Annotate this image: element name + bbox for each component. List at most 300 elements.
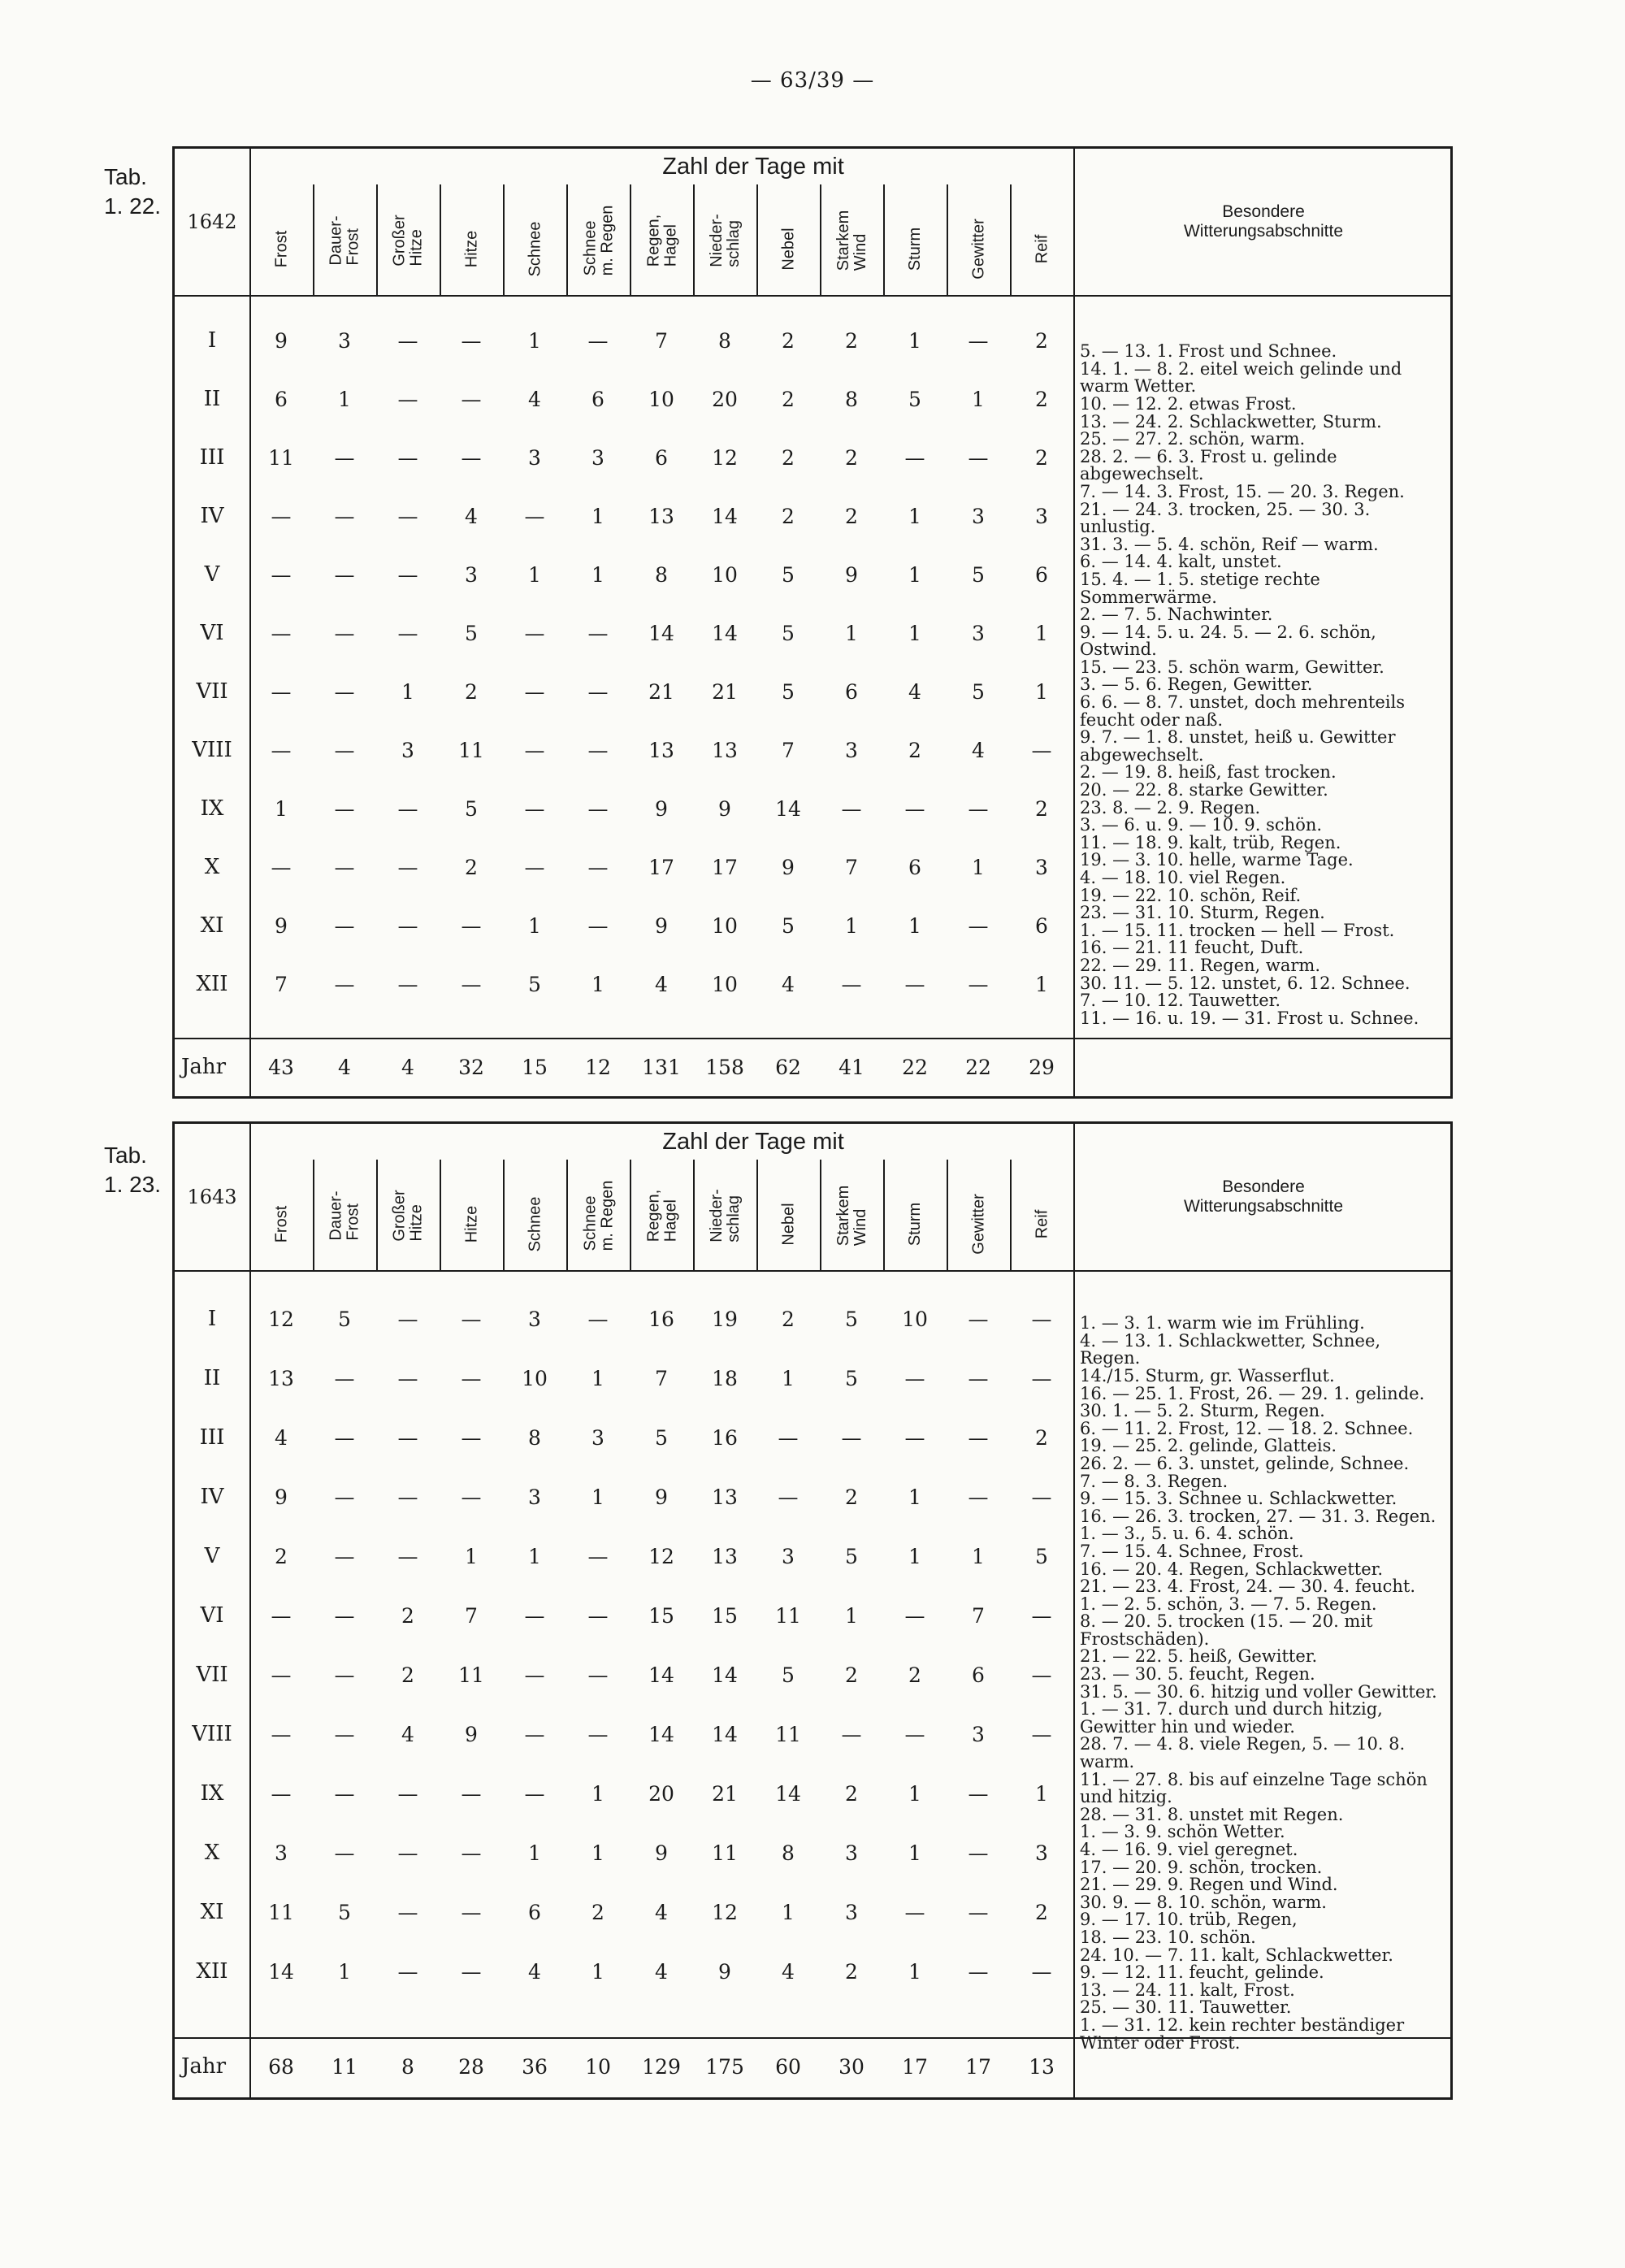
note-line: 9. 7. — 1. 8. unstet, heiß u. Gewitter abgewechselt. — [1080, 727, 1402, 765]
value-cell: — — [841, 972, 862, 996]
value-cell: — — [397, 504, 418, 528]
value-cell: 7 — [465, 1603, 478, 1628]
total-gewitter: 22 — [965, 1055, 991, 1079]
total-niederschlag: 175 — [705, 2054, 744, 2079]
value-cell: — — [968, 972, 989, 996]
value-cell: — — [968, 328, 989, 353]
value-cell: 11 — [712, 1841, 738, 1865]
value-cell: 1 — [908, 621, 921, 645]
zahl-der-tage-title: Zahl der Tage mit — [662, 1129, 844, 1155]
value-cell: — — [397, 445, 418, 470]
value-cell: 3 — [528, 1307, 541, 1331]
col-label: Sturm — [906, 227, 925, 271]
value-cell: — — [1031, 1366, 1052, 1390]
note-line: 17. — 20. 9. schön, trocken. — [1080, 1857, 1323, 1877]
value-cell: — — [397, 1959, 418, 1984]
value-cell: 5 — [338, 1307, 351, 1331]
value-cell: 2 — [845, 1781, 858, 1806]
note-line: 19. — 22. 10. schön, Reif. — [1080, 885, 1302, 905]
value-cell: — — [397, 1425, 418, 1450]
value-cell: 3 — [972, 504, 985, 528]
value-cell: 5 — [655, 1425, 668, 1450]
note-line: 30. 11. — 5. 12. unstet, 6. 12. Schnee. — [1080, 973, 1410, 993]
col-sturm — [883, 184, 947, 295]
value-cell: 9 — [782, 855, 795, 879]
value-cell: — — [271, 562, 292, 587]
note-line: 6. — 14. 4. kalt, unstet. — [1080, 552, 1282, 572]
value-cell: 2 — [465, 855, 478, 879]
value-cell: 1 — [908, 1781, 921, 1806]
note-line: 30. 1. — 5. 2. Sturm, Regen. — [1080, 1401, 1325, 1421]
month-label: V — [204, 1544, 220, 1568]
col-label: Reif — [1033, 1209, 1051, 1239]
value-cell: — — [334, 855, 355, 879]
value-cell: — — [587, 621, 609, 645]
value-cell: 1 — [592, 504, 604, 528]
col-label: Hitze — [462, 1205, 481, 1243]
month-label: VIII — [192, 1722, 232, 1746]
note-line: 1. — 15. 11. trocken — hell — Frost. — [1080, 920, 1395, 940]
value-cell: 7 — [972, 1603, 985, 1628]
value-cell: 4 — [528, 387, 541, 411]
col-niederschlag — [693, 1160, 756, 1270]
value-cell: — — [397, 796, 418, 821]
value-cell: — — [397, 328, 418, 353]
value-cell: — — [461, 1900, 482, 1924]
value-cell: 1 — [908, 1485, 921, 1509]
col-label: Regen, Hagel — [644, 214, 679, 267]
value-cell: 4 — [655, 1959, 668, 1984]
value-cell: 2 — [908, 1663, 921, 1687]
value-cell: 1 — [908, 913, 921, 938]
value-cell: 4 — [782, 1959, 795, 1984]
value-cell: 9 — [718, 1959, 731, 1984]
note-line: 7. — 10. 12. Tauwetter. — [1080, 991, 1281, 1011]
value-cell: — — [334, 1425, 355, 1450]
value-cell: 14 — [648, 1663, 674, 1687]
col-label: Großer Hitze — [391, 1190, 426, 1242]
value-cell: 3 — [275, 1841, 288, 1865]
weather-table-1643 — [172, 1121, 1453, 2100]
note-line: 1. — 31. 12. kein rechter beständiger Winter oder Frost. — [1080, 2014, 1410, 2053]
value-cell: — — [904, 1900, 925, 1924]
col-frost — [249, 1160, 313, 1270]
note-line: 16. — 21. 11 feucht, Duft. — [1080, 938, 1304, 958]
value-cell: 1 — [592, 1781, 604, 1806]
value-cell: 8 — [782, 1841, 795, 1865]
total-gewitter: 17 — [965, 2054, 991, 2079]
note-line: 19. — 25. 2. gelinde, Glatteis. — [1080, 1436, 1337, 1456]
value-cell: 3 — [972, 621, 985, 645]
value-cell: — — [334, 1663, 355, 1687]
value-cell: — — [461, 913, 482, 938]
value-cell: 1 — [908, 328, 921, 353]
col-hitze — [440, 1160, 503, 1270]
month-label: XI — [200, 1900, 224, 1924]
col-hitze — [440, 184, 503, 295]
month-label: XII — [196, 1959, 228, 1984]
col-label: Nebel — [779, 1203, 798, 1246]
value-cell: — — [271, 1603, 292, 1628]
value-cell: — — [461, 1781, 482, 1806]
value-cell: 11 — [268, 445, 294, 470]
value-cell: 9 — [275, 1485, 288, 1509]
value-cell: 1 — [1035, 621, 1048, 645]
total-nebel: 60 — [775, 2054, 801, 2079]
value-cell: 9 — [845, 562, 858, 587]
col-label: Reif — [1033, 234, 1051, 264]
note-line: 18. — 23. 10. schön. — [1080, 1927, 1256, 1947]
value-cell: 14 — [775, 796, 801, 821]
col-label: Nieder- schlag — [707, 1189, 743, 1242]
value-cell: 1 — [1035, 972, 1048, 996]
value-cell: — — [271, 1663, 292, 1687]
value-cell: 4 — [401, 1722, 414, 1746]
total-reif: 29 — [1029, 1055, 1055, 1079]
note-line: 8. — 20. 5. trocken (15. — 20. mit Frostschäden). — [1080, 1611, 1379, 1649]
total-row — [175, 1038, 1450, 1098]
col-dauerfrost — [313, 1160, 376, 1270]
value-cell: — — [524, 855, 545, 879]
value-cell: 1 — [528, 328, 541, 353]
value-cell: 3 — [528, 1485, 541, 1509]
value-cell: 14 — [712, 1663, 738, 1687]
value-cell: 8 — [655, 562, 668, 587]
value-cell: 10 — [712, 562, 738, 587]
value-cell: 2 — [908, 738, 921, 762]
value-cell: 1 — [845, 913, 858, 938]
value-cell: 7 — [655, 328, 668, 353]
note-line: 23. — 30. 5. feucht, Regen. — [1080, 1664, 1315, 1685]
value-cell: 6 — [1035, 913, 1048, 938]
value-cell: 10 — [522, 1366, 548, 1390]
value-cell: — — [778, 1485, 799, 1509]
note-line: 5. — 13. 1. Frost und Schnee. — [1080, 341, 1337, 362]
value-cell: 1 — [338, 387, 351, 411]
value-cell: — — [334, 1781, 355, 1806]
value-cell: — — [587, 855, 609, 879]
value-cell: — — [271, 621, 292, 645]
value-cell: — — [968, 445, 989, 470]
total-hitze: 32 — [458, 1055, 484, 1079]
note-line: 26. 2. — 6. 3. unstet, gelinde, Schnee. — [1080, 1453, 1410, 1473]
col-label: Sturm — [906, 1202, 925, 1247]
value-cell: 8 — [528, 1425, 541, 1450]
note-line: 1. — 3. 9. schön Wetter. — [1080, 1822, 1285, 1842]
value-cell: 6 — [1035, 562, 1048, 587]
note-line: 25. — 30. 11. Tauwetter. — [1080, 1997, 1292, 2018]
value-cell: — — [271, 1722, 292, 1746]
value-cell: 1 — [908, 562, 921, 587]
col-label: Frost — [272, 1205, 291, 1243]
note-line: 16. — 20. 4. Regen, Schlackwetter. — [1080, 1559, 1384, 1579]
value-cell: 5 — [845, 1366, 858, 1390]
col-label: Nieder- schlag — [707, 214, 743, 267]
value-cell: — — [587, 1663, 609, 1687]
value-cell: 4 — [908, 679, 921, 704]
value-cell: — — [397, 1841, 418, 1865]
value-cell: 12 — [648, 1544, 674, 1568]
value-cell: 2 — [1035, 445, 1048, 470]
value-cell: — — [904, 1722, 925, 1746]
note-line: 7. — 8. 3. Regen. — [1080, 1471, 1228, 1491]
month-label: II — [203, 1366, 221, 1390]
total-frost: 43 — [268, 1055, 294, 1079]
value-cell: 1 — [592, 562, 604, 587]
value-cell: 13 — [648, 504, 674, 528]
year-cell: 1642 — [175, 149, 251, 295]
note-line: 6. — 11. 2. Frost, 12. — 18. 2. Schnee. — [1080, 1418, 1414, 1438]
value-cell: 9 — [655, 1485, 668, 1509]
value-cell: 1 — [845, 1603, 858, 1628]
value-cell: 17 — [648, 855, 674, 879]
value-cell: 3 — [1035, 855, 1048, 879]
note-line: 3. — 6. u. 9. — 10. 9. schön. — [1080, 815, 1323, 835]
value-cell: 2 — [782, 387, 795, 411]
value-cell: 3 — [1035, 1841, 1048, 1865]
value-cell: 7 — [782, 738, 795, 762]
value-cell: 4 — [655, 972, 668, 996]
value-cell: 1 — [908, 1841, 921, 1865]
value-cell: — — [968, 1425, 989, 1450]
note-line: 19. — 3. 10. helle, warme Tage. — [1080, 850, 1354, 870]
value-cell: — — [397, 913, 418, 938]
value-cell: 14 — [648, 621, 674, 645]
value-cell: 21 — [712, 679, 738, 704]
value-cell: — — [968, 913, 989, 938]
total-sturm: 17 — [902, 2054, 928, 2079]
value-cell: — — [524, 1603, 545, 1628]
value-cell: 14 — [712, 504, 738, 528]
note-line: 31. 5. — 30. 6. hitzig und voller Gewitter. — [1080, 1681, 1437, 1702]
value-cell: — — [587, 328, 609, 353]
col-schnee — [503, 1160, 566, 1270]
value-cell: — — [397, 1544, 418, 1568]
value-cell: 1 — [401, 679, 414, 704]
value-cell: 3 — [592, 445, 604, 470]
value-cell: 4 — [465, 504, 478, 528]
total-sturm: 22 — [902, 1055, 928, 1079]
value-cell: 14 — [268, 1959, 294, 1984]
col-label: Gewitter — [969, 219, 988, 280]
value-cell: 2 — [845, 1959, 858, 1984]
note-line: 25. — 27. 2. schön, warm. — [1080, 429, 1306, 449]
value-cell: 1 — [592, 1841, 604, 1865]
value-cell: 20 — [712, 387, 738, 411]
value-cell: 11 — [458, 1663, 484, 1687]
value-cell: 10 — [648, 387, 674, 411]
value-cell: — — [334, 679, 355, 704]
value-cell: 14 — [775, 1781, 801, 1806]
month-label: X — [204, 1841, 220, 1865]
value-cell: 2 — [401, 1603, 414, 1628]
value-cell: — — [461, 328, 482, 353]
value-cell: — — [334, 972, 355, 996]
value-cell: 18 — [712, 1366, 738, 1390]
value-cell: 3 — [528, 445, 541, 470]
value-cell: 16 — [648, 1307, 674, 1331]
total-reif: 13 — [1029, 2054, 1055, 2079]
value-cell: — — [461, 1307, 482, 1331]
value-cell: 6 — [845, 679, 858, 704]
month-label: II — [203, 387, 221, 411]
note-line: 14. 1. — 8. 2. eitel weich gelinde und warm Wetter. — [1080, 358, 1407, 397]
col-label: Schnee — [526, 1196, 544, 1252]
value-cell: — — [904, 972, 925, 996]
value-cell: — — [524, 1722, 545, 1746]
col-gewitter — [947, 184, 1010, 295]
value-cell: 20 — [648, 1781, 674, 1806]
month-label: VII — [196, 1663, 228, 1687]
value-cell: — — [524, 796, 545, 821]
total-schnee: 36 — [522, 2054, 548, 2079]
value-cell: — — [587, 1544, 609, 1568]
col-gewitter — [947, 1160, 1010, 1270]
value-cell: — — [1031, 738, 1052, 762]
value-cell: — — [334, 1603, 355, 1628]
besondere-witterungsabschnitte-header: Besondere Witterungsabschnitte — [1073, 1124, 1452, 1270]
note-line: 11. — 16. u. 19. — 31. Frost u. Schnee. — [1080, 1008, 1419, 1028]
value-cell: 3 — [592, 1425, 604, 1450]
month-label: X — [204, 855, 220, 879]
value-cell: 5 — [782, 1663, 795, 1687]
value-cell: 1 — [972, 387, 985, 411]
value-cell: 17 — [712, 855, 738, 879]
table-header — [175, 1124, 1450, 1272]
col-label: Dauer- Frost — [327, 215, 362, 266]
value-cell: 1 — [972, 1544, 985, 1568]
value-cell: — — [1031, 1663, 1052, 1687]
value-cell: 6 — [655, 445, 668, 470]
note-line: 7. — 14. 3. Frost, 15. — 20. 3. Regen. — [1080, 481, 1405, 501]
value-cell: 10 — [712, 913, 738, 938]
value-cell: — — [968, 1841, 989, 1865]
col-label: Regen, Hagel — [644, 1189, 679, 1242]
value-cell: 4 — [275, 1425, 288, 1450]
col-reif — [1010, 1160, 1073, 1270]
table-label: Tab. 1. 22. — [104, 164, 162, 219]
value-cell: — — [587, 1603, 609, 1628]
value-cell: — — [397, 562, 418, 587]
value-cell: 5 — [782, 621, 795, 645]
col-grosser-hitze — [376, 184, 440, 295]
note-line: 1. — 3. 1. warm wie im Frühling. — [1080, 1313, 1365, 1333]
value-cell: 6 — [908, 855, 921, 879]
note-line: 3. — 5. 6. Regen, Gewitter. — [1080, 674, 1313, 695]
value-cell: 2 — [845, 328, 858, 353]
total-hitze: 28 — [458, 2054, 484, 2079]
value-cell: — — [271, 855, 292, 879]
month-label: XII — [196, 972, 228, 996]
value-cell: 1 — [1035, 1781, 1048, 1806]
zahl-der-tage-title: Zahl der Tage mit — [662, 154, 844, 180]
value-cell: 4 — [655, 1900, 668, 1924]
value-cell: 1 — [845, 621, 858, 645]
month-label: VII — [196, 679, 228, 704]
note-line: 15. 4. — 1. 5. stetige rechte Sommerwärme. — [1080, 569, 1326, 607]
value-cell: 2 — [845, 504, 858, 528]
value-cell: 5 — [845, 1544, 858, 1568]
total-grosser-hitze: 8 — [401, 2054, 414, 2079]
col-label: Schnee m. Regen — [581, 1180, 616, 1251]
besondere-witterungsabschnitte-header: Besondere Witterungsabschnitte — [1073, 149, 1452, 295]
value-cell: 2 — [1035, 1425, 1048, 1450]
value-cell: 3 — [845, 1841, 858, 1865]
value-cell: 2 — [845, 1663, 858, 1687]
note-line: 31. 3. — 5. 4. schön, Reif — warm. — [1080, 534, 1379, 554]
value-cell: 5 — [338, 1900, 351, 1924]
value-cell: — — [271, 504, 292, 528]
value-cell: 14 — [712, 621, 738, 645]
note-line: 2. — 19. 8. heiß, fast trocken. — [1080, 762, 1337, 783]
value-cell: — — [397, 972, 418, 996]
value-cell: 15 — [712, 1603, 738, 1628]
month-label: IX — [200, 796, 224, 821]
value-cell: — — [524, 504, 545, 528]
value-cell: — — [334, 1544, 355, 1568]
value-cell: — — [904, 445, 925, 470]
note-line: 13. — 24. 11. kalt, Frost. — [1080, 1980, 1295, 2000]
value-cell: 6 — [528, 1900, 541, 1924]
total-label: Jahr — [181, 2054, 227, 2079]
value-cell: — — [271, 679, 292, 704]
note-line: 2. — 7. 5. Nachwinter. — [1080, 605, 1273, 625]
value-cell: 10 — [712, 972, 738, 996]
value-cell: — — [524, 738, 545, 762]
value-cell: 1 — [782, 1900, 795, 1924]
value-cell: — — [397, 1900, 418, 1924]
value-cell: — — [271, 1781, 292, 1806]
weather-notes — [1080, 308, 1445, 1063]
value-cell: — — [334, 621, 355, 645]
value-cell: 1 — [528, 913, 541, 938]
note-line: 21. — 23. 4. Frost, 24. — 30. 4. feucht. — [1080, 1576, 1416, 1597]
weather-notes — [1080, 1280, 1445, 2087]
col-schnee — [503, 184, 566, 295]
value-cell: — — [334, 1366, 355, 1390]
note-line: 20. — 22. 8. starke Gewitter. — [1080, 780, 1328, 800]
value-cell: — — [334, 796, 355, 821]
col-schnee-m-regen — [566, 184, 630, 295]
month-label: VIII — [192, 738, 232, 762]
value-cell: 5 — [782, 562, 795, 587]
month-label: VI — [200, 1603, 224, 1628]
col-label: Dauer- Frost — [327, 1190, 362, 1241]
value-cell: 2 — [1035, 387, 1048, 411]
value-cell: 7 — [845, 855, 858, 879]
value-cell: — — [904, 1425, 925, 1450]
value-cell: — — [968, 1781, 989, 1806]
value-cell: — — [968, 1959, 989, 1984]
note-line: 4. — 16. 9. viel geregnet. — [1080, 1840, 1298, 1859]
col-nebel — [756, 1160, 820, 1270]
note-line: 23. 8. — 2. 9. Regen. — [1080, 797, 1261, 817]
note-line: 4. — 18. 10. viel Regen. — [1080, 868, 1286, 887]
value-cell: — — [334, 1485, 355, 1509]
total-frost: 68 — [268, 2054, 294, 2079]
value-cell: 12 — [712, 445, 738, 470]
value-cell: 19 — [712, 1307, 738, 1331]
value-cell: 16 — [712, 1425, 738, 1450]
value-cell: 12 — [712, 1900, 738, 1924]
value-cell: — — [1031, 1485, 1052, 1509]
note-line: 1. — 31. 7. durch und durch hitzig, Gewitter hin und wieder. — [1080, 1699, 1389, 1737]
value-cell: 3 — [1035, 504, 1048, 528]
value-cell: 6 — [275, 387, 288, 411]
total-dauerfrost: 4 — [338, 1055, 351, 1079]
notes-list — [1080, 343, 1445, 1027]
page-number: — 63/39 — — [750, 68, 875, 93]
